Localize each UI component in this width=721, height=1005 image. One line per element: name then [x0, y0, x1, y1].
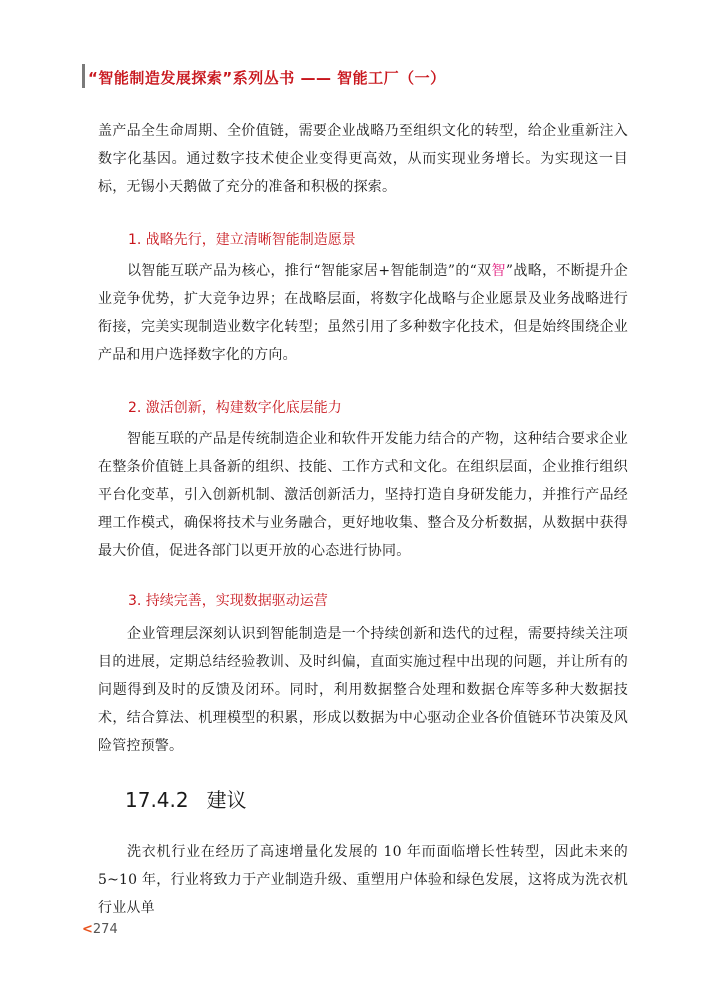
page-folio — [82, 922, 118, 937]
point-paragraph-3: 企业管理层深刻认识到智能制造是一个持续创新和迭代的过程，需要持续关注项目的进展，定期总结经验教训、及时纠偏，直面实施过程中出现的问题，并让所有的问题得到及时的反馈及闭环。同时，利用数据整合处理和数据仓库等多种大数据技术，结合算法、机理模型的积累，形成以数据为中心驱动企业各价值链环节决策及风险管控预警。 — [98, 626, 628, 754]
series-title: “智能制造发展探索”系列丛书 —— 智能工厂（一） — [88, 68, 446, 87]
section-title: 建议 — [206, 788, 247, 812]
point-1-text-after: ”战略，不断提升企业竞争优势，扩大竞争边界；在战略层面，将数字化战略与企业愿景及业务战略进行衔接，完美实现制造业数字化转型；虽然引用了多种数字化技术，但是始终围绕企业产品和用户选择数字化的方向。 — [98, 263, 628, 363]
point-paragraph-2: 智能互联的产品是传统制造企业和软件开发能力结合的产物，这种结合要求企业在整条价值链上具备新的组织、技能、工作方式和文化。在组织层面，企业推行组织平台化变革，引入创新机制、激活创新活力，坚持打造自身研发能力，并推行产品经理工作模式，确保将技术与业务融合，更好地收集、整合及分析数据，从数据中获得最大价值，促进各部门以更开放的心态进行协同。 — [98, 431, 628, 559]
closing-paragraph: 洗衣机行业在经历了高速增量化发展的 10 年而面临增长性转型，因此未来的 5~10 年，行业将致力于产业制造升级、重塑用户体验和绿色发展，这将成为洗衣机行业从单 — [98, 844, 628, 916]
intro-paragraph: 盖产品全生命周期、全价值链，需要企业战略乃至组织文化的转型，给企业重新注入数字化基因。通过数字技术使企业变得更高效，从而实现业务增长。为实现这一目标，无锡小天鹅做了充分的准备和积极的探索。 — [98, 123, 628, 195]
point-1-highlight: 智 — [491, 263, 506, 279]
point-heading-1: 1. 战略先行，建立清晰智能制造愿景 — [128, 232, 356, 248]
point-paragraph-1 — [98, 257, 628, 369]
running-header — [88, 64, 446, 90]
point-heading-2: 2. 激活创新，构建数字化底层能力 — [128, 400, 342, 416]
header-rule — [82, 64, 85, 88]
section-heading — [125, 784, 247, 813]
folio-chevron-icon: < — [82, 922, 93, 937]
page-number: 274 — [92, 922, 118, 937]
point-heading-3: 3. 持续完善，实现数据驱动运营 — [128, 593, 328, 609]
point-1-text-before: 以智能互联产品为核心，推行“智能家居+智能制造”的“双 — [127, 263, 492, 279]
section-number: 17.4.2 — [125, 788, 189, 812]
